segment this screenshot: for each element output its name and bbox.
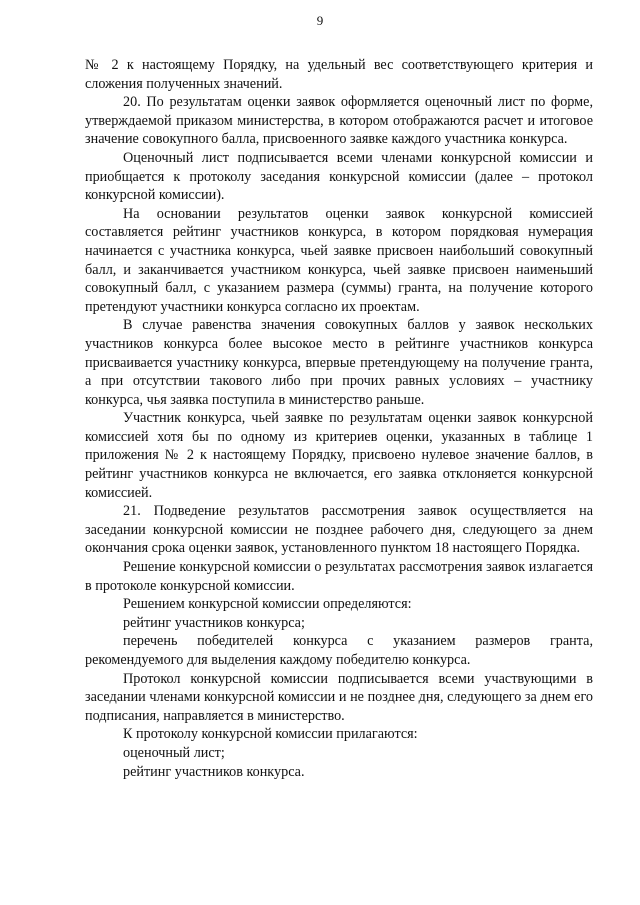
paragraph-continuation: № 2 к настоящему Порядку, на удельный вес соответствующего критерия и сложения полученных значений. xyxy=(85,57,593,92)
paragraph-decision: Решение конкурсной комиссии о результатах рассмотрения заявок излагается в протоколе конкурсной комиссии. xyxy=(85,559,593,594)
document-body xyxy=(85,56,593,781)
paragraph-attachments: К протоколу конкурсной комиссии прилагаются: xyxy=(123,726,418,743)
paragraph-zero-score: Участник конкурса, чьей заявке по результатам оценки заявок конкурсной комиссией хотя бы по одному из критериев оценки, указанных в таблице 1 приложения № 2 к настоящему Порядку, присвоено нулевое значение баллов, в рейтинг участников конкурса не включается, его заявка отклоняется конкурсной комиссией. xyxy=(85,410,593,501)
paragraph-determined: Решением конкурсной комиссии определяются: xyxy=(123,596,412,613)
list-item-participant-rating: рейтинг участников конкурса. xyxy=(123,763,305,780)
list-item-evaluation-sheet: оценочный лист; xyxy=(123,744,225,761)
paragraph-equal-scores: В случае равенства значения совокупных баллов у заявок нескольких участников конкурса более высокое место в рейтинге участников конкурса присваивается участнику конкурса, впервые претендующему на получение гранта, а при отсутствии такового либо при прочих равных условиях – участнику конкурса, чья заявка поступила в министерство раньше. xyxy=(85,317,593,408)
paragraph-rating: На основании результатов оценки заявок конкурсной комиссией составляется рейтинг участников конкурса, в котором порядковая нумерация начинается с участника конкурса, чьей заявке присвоен наибольший совокупный балл, и заканчивается участником конкурса, чьей заявке присвоен наименьший совокупный балл, с указанием размера (суммы) гранта, на получение которого претендуют участники конкурса согласно их проектам. xyxy=(85,205,593,315)
paragraph-protocol: Протокол конкурсной комиссии подписывается всеми участвующими в заседании членами конкурсной комиссии и не позднее дня, следующего за днем его подписания, направляется в министерство. xyxy=(85,670,593,724)
paragraph-item-20: 20. По результатам оценки заявок оформляется оценочный лист по форме, утверждаемой приказом министерства, в котором отображаются расчет и итоговое значение совокупного балла, присвоенного заявке каждого участника конкурса. xyxy=(85,94,593,148)
paragraph-item-21: 21. Подведение результатов рассмотрения заявок осуществляется на заседании конкурсной комиссии не позднее рабочего дня, следующего за днем окончания срока оценки заявок, установленного пунктом 18 настоящего Порядка. xyxy=(85,503,593,557)
page-number: 9 xyxy=(316,13,324,28)
list-item-rating: рейтинг участников конкурса; xyxy=(123,614,305,631)
list-item-winners: перечень победителей конкурса с указанием размеров гранта, рекомендуемого для выделения каждому победителю конкурса. xyxy=(85,633,593,668)
paragraph-evaluation-sheet: Оценочный лист подписывается всеми членами конкурсной комиссии и приобщается к протоколу заседания конкурсной комиссии (далее – протокол конкурсной комиссии). xyxy=(85,149,593,204)
